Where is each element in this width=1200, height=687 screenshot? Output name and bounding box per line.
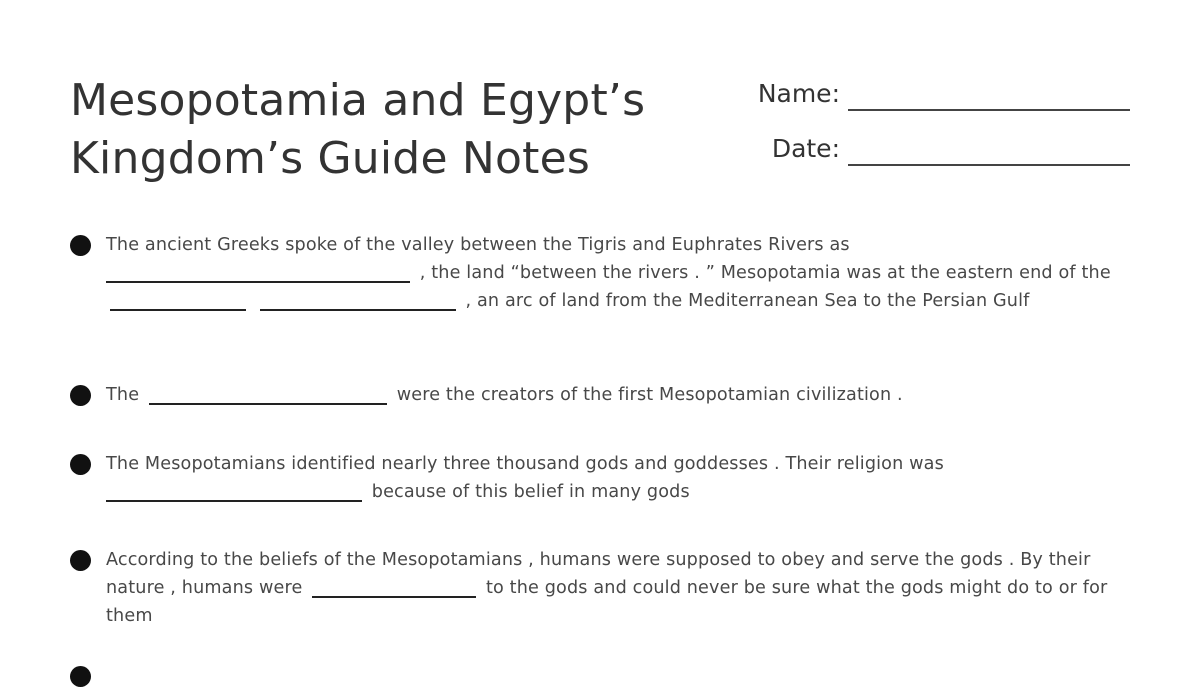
bullet-icon <box>70 550 91 571</box>
name-field <box>758 79 1130 109</box>
note-item <box>70 450 1130 506</box>
fill-in-blank[interactable] <box>149 403 387 405</box>
bullet-icon <box>70 454 91 475</box>
note-text <box>106 546 1130 630</box>
note-text-part: because of this belief in many gods <box>371 482 690 502</box>
note-text <box>106 381 1130 409</box>
date-label: Date: <box>771 134 840 163</box>
fill-in-blank[interactable] <box>110 309 246 311</box>
note-item <box>70 546 1130 630</box>
title-line-1: Mesopotamia and Egypt’s <box>70 75 646 126</box>
page-title <box>70 72 645 188</box>
note-text-part: , an arc of land from the Mediterranean Sea to the Persian Gulf <box>465 291 1030 311</box>
note-text-part: The Mesopotamians identified nearly three thousand gods and goddesses . Their religion was <box>106 454 944 474</box>
fill-in-blank[interactable] <box>260 309 456 311</box>
note-item <box>70 231 1130 315</box>
fill-in-blank[interactable] <box>106 281 410 283</box>
date-blank-line[interactable] <box>848 164 1130 166</box>
note-text-part: , the land “between the rivers . ” Mesopotamia was at the eastern end of the <box>419 263 1111 283</box>
note-text-part: were the creators of the first Mesopotamian civilization . <box>396 385 903 405</box>
date-field <box>772 134 1130 164</box>
title-line-2: Kingdom’s Guide Notes <box>70 133 590 184</box>
fill-in-blank[interactable] <box>106 500 362 502</box>
note-text <box>106 231 1130 315</box>
bullet-icon <box>70 385 91 406</box>
name-blank-line[interactable] <box>848 109 1130 111</box>
note-text-part: The <box>106 385 140 405</box>
bullet-icon <box>70 666 91 687</box>
note-text-part: According to the beliefs of the Mesopotamians , humans were supposed to obey and serve the gods . By their nature , humans were <box>106 550 1091 598</box>
fill-in-blank[interactable] <box>312 596 476 598</box>
note-item <box>70 381 1130 409</box>
bullet-icon <box>70 235 91 256</box>
note-text-part: The ancient Greeks spoke of the valley between the Tigris and Euphrates Rivers as <box>106 235 850 255</box>
name-label: Name: <box>757 79 840 108</box>
note-text-part: to the gods and could never be sure what the gods might do to or for them <box>106 578 1108 626</box>
note-text <box>106 450 1130 506</box>
